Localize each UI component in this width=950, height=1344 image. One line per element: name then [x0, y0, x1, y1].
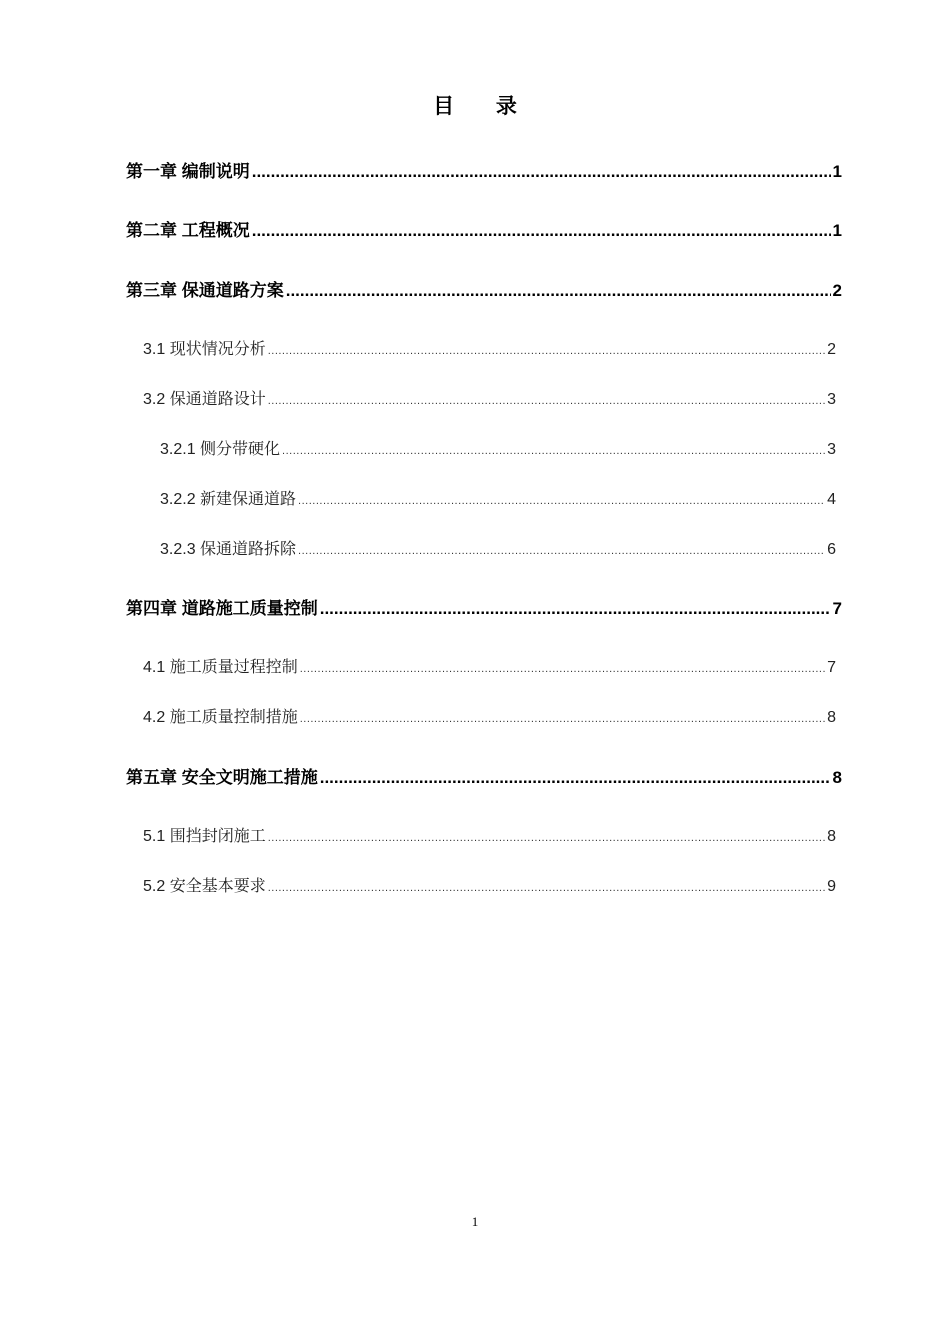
toc-entry-page: 8 — [827, 709, 836, 726]
toc-entry-label: 3.2.3 保通道路拆除 — [160, 541, 297, 558]
toc-entry-chapter-3[interactable] — [126, 276, 842, 301]
toc-entry-section-3-2[interactable] — [143, 386, 836, 409]
toc-entry-label: 第二章 工程概况 — [126, 221, 250, 240]
toc-entry-page: 3 — [827, 391, 836, 408]
toc-entry-section-3-2-1[interactable] — [160, 436, 836, 459]
toc-entry-page: 6 — [827, 541, 836, 558]
toc-entry-page: 4 — [827, 491, 836, 508]
toc-entry-label: 5.2 安全基本要求 — [143, 878, 266, 895]
toc-entry-page: 8 — [827, 828, 836, 845]
toc-entry-chapter-1[interactable] — [126, 157, 842, 182]
toc-entry-page: 3 — [827, 441, 836, 458]
toc-entry-label: 第一章 编制说明 — [126, 162, 250, 181]
toc-entry-section-5-2[interactable] — [143, 873, 836, 896]
toc-entry-label: 第三章 保通道路方案 — [126, 281, 284, 300]
toc-entry-label: 5.1 围挡封闭施工 — [143, 828, 266, 845]
toc-leader-dots — [298, 545, 825, 557]
toc-entry-label: 第四章 道路施工质量控制 — [126, 599, 318, 618]
toc-leader-dots — [268, 395, 825, 407]
toc-entry-page: 1 — [832, 162, 842, 181]
toc-entry-label: 3.1 现状情况分析 — [143, 341, 266, 358]
toc-entry-section-3-2-2[interactable] — [160, 486, 836, 509]
toc-leader-dots — [268, 832, 825, 844]
toc-entry-label: 3.2.1 侧分带硬化 — [160, 441, 281, 458]
toc-leader-dots — [268, 882, 825, 894]
toc-leader-dots — [320, 599, 831, 619]
toc-leader-dots — [282, 445, 825, 457]
toc-entry-label: 第五章 安全文明施工措施 — [126, 768, 318, 787]
toc-entry-label: 4.2 施工质量控制措施 — [143, 709, 298, 726]
toc-entry-chapter-2[interactable] — [126, 216, 842, 241]
toc-entry-page: 7 — [832, 599, 842, 618]
footer-page-number: 1 — [471, 1214, 479, 1229]
toc-entry-label: 3.2.2 新建保通道路 — [160, 491, 297, 508]
toc-entry-label: 4.1 施工质量过程控制 — [143, 659, 298, 676]
toc-entry-page: 7 — [827, 659, 836, 676]
toc-leader-dots — [300, 713, 825, 725]
toc-leader-dots — [268, 345, 825, 357]
toc-entry-page: 2 — [827, 341, 836, 358]
toc-leader-dots — [298, 495, 825, 507]
toc-entry-section-3-2-3[interactable] — [160, 536, 836, 559]
toc-leader-dots — [320, 768, 831, 788]
toc-entry-page: 1 — [832, 221, 842, 240]
toc-entry-label: 3.2 保通道路设计 — [143, 391, 266, 408]
toc-entry-chapter-5[interactable] — [126, 763, 842, 788]
toc-entry-section-5-1[interactable] — [143, 823, 836, 846]
toc-leader-dots — [252, 162, 831, 182]
toc-entry-chapter-4[interactable] — [126, 594, 842, 619]
toc-entry-section-4-1[interactable] — [143, 654, 836, 677]
toc-entry-page: 9 — [827, 878, 836, 895]
toc-leader-dots — [300, 663, 825, 675]
toc-title: 目 录 — [433, 95, 535, 118]
toc-entry-page: 8 — [832, 768, 842, 787]
toc-entry-section-4-2[interactable] — [143, 704, 836, 727]
toc-leader-dots — [286, 281, 831, 301]
toc-leader-dots — [252, 221, 831, 241]
toc-entry-section-3-1[interactable] — [143, 336, 836, 359]
toc-entry-page: 2 — [832, 281, 842, 300]
